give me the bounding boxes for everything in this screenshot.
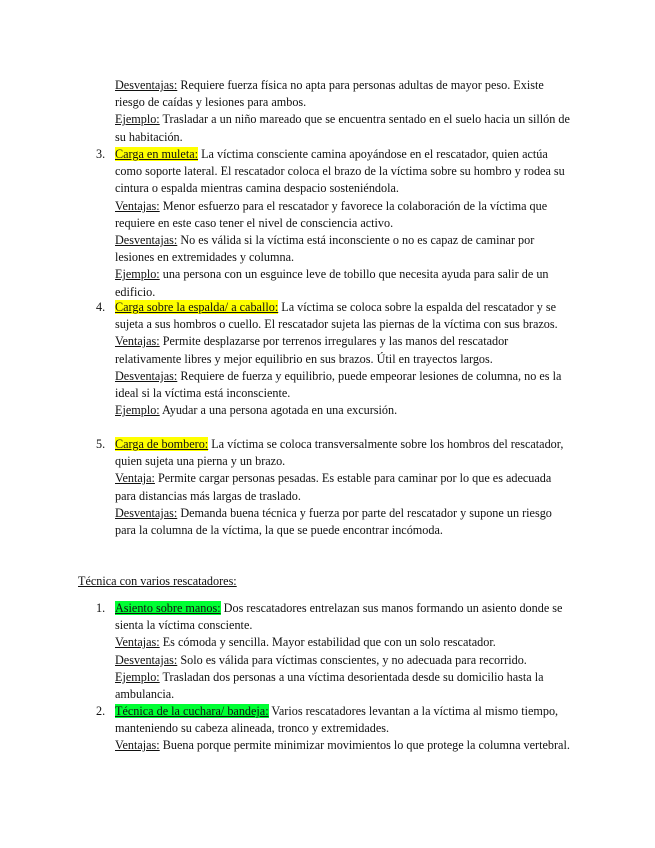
field-text: Requiere fuerza física no apta para personas adultas de mayor peso. Existe riesgo de caídas y lesiones para ambos.	[115, 78, 544, 110]
field-desventajas	[115, 505, 575, 539]
item-title: Carga de bombero:	[115, 437, 209, 451]
item-title: Asiento sobre manos:	[115, 601, 221, 615]
list-number: 4.	[96, 300, 106, 314]
field-text: Menor esfuerzo para el rescatador y favorece la colaboración de la víctima que requiere en este caso tener el nivel de consciencia activo.	[115, 198, 548, 230]
item-description	[115, 436, 575, 470]
field-text: Es cómoda y sencilla. Mayor estabilidad que con un solo rescatador.	[159, 635, 496, 650]
field-text: Demanda buena técnica y fuerza por parte del rescatador y supone un riesgo para la columna de la víctima, la que se puede encontrar incómoda.	[115, 505, 552, 538]
field-label: Desventajas:	[115, 78, 178, 92]
field-text: Ayudar a una persona agotada en una excursión.	[159, 403, 398, 418]
field-label: Desventajas:	[115, 652, 178, 667]
field-label: Ventajas:	[115, 198, 160, 213]
list-item-cuchara-bandeja	[96, 703, 575, 755]
field-label: Desventajas:	[115, 368, 178, 383]
item-desc-text: Dos rescatadores entrelazan sus manos formando un asiento donde se sienta la víctima consciente.	[115, 601, 563, 633]
item-desc-text: Varios rescatadores levantan a la víctima al mismo tiempo, manteniendo su cabeza alineada, tronco y extremidades.	[115, 704, 559, 736]
field-ventajas	[115, 198, 575, 232]
list-number: 5.	[96, 437, 106, 451]
field-text: Trasladan dos personas a una víctima desorientada desde su domicilio hasta la ambulancia.	[115, 669, 544, 702]
field-label: Ejemplo:	[115, 112, 160, 127]
item-desc-text: La víctima consciente camina apoyándose en el rescatador, quien actúa como soporte lateral. El rescatador coloca el brazo de la víctima sobre su hombro y rodea su cintura o espalda mientras camina despacio sosteniéndola.	[115, 147, 565, 196]
field-text: Solo es válida para víctimas conscientes, y no adecuada para recorrido.	[177, 652, 527, 667]
field-ventajas	[115, 737, 575, 754]
item-title: Carga sobre la espalda/ a caballo:	[115, 300, 279, 314]
field-ventaja	[115, 470, 575, 504]
list-item-carga-bombero	[96, 436, 575, 539]
field-label: Ventaja:	[115, 471, 155, 486]
item-desc-text: La víctima se coloca transversalmente sobre los hombros del rescatador, quien sujeta una pierna y un brazo.	[115, 437, 564, 469]
list-number: 2.	[96, 704, 106, 718]
list-item-carga-en-muleta	[96, 146, 575, 301]
item-description	[115, 146, 575, 198]
field-desventajas	[115, 368, 575, 402]
field-desventajas	[115, 232, 575, 266]
list-number: 1.	[96, 601, 106, 615]
field-text: Trasladar a un niño mareado que se encuentra sentado en el suelo hacia un sillón de su habitación.	[115, 112, 570, 144]
field-label: Desventajas:	[115, 233, 178, 248]
field-label: Ejemplo:	[115, 267, 160, 282]
field-ventajas	[115, 634, 575, 651]
field-label: Ventajas:	[115, 635, 160, 650]
list-item-asiento-manos	[96, 600, 575, 703]
field-label: Ejemplo:	[115, 669, 160, 684]
section-title: Técnica con varios rescatadores:	[78, 574, 237, 588]
list-item-carga-espalda	[96, 299, 575, 419]
list-number: 3.	[96, 147, 106, 161]
item-description	[115, 600, 575, 634]
field-text: Permite cargar personas pesadas. Es estable para caminar por lo que es adecuada para distancias más largas de traslado.	[115, 471, 552, 503]
field-ejemplo	[115, 669, 575, 703]
field-desventajas	[115, 652, 575, 669]
field-text: Buena porque permite minimizar movimientos lo que protege la columna vertebral.	[159, 738, 570, 753]
field-label: Desventajas:	[115, 505, 178, 520]
field-ejemplo	[115, 266, 575, 300]
item-title: Técnica de la cuchara/ bandeja:	[115, 704, 269, 718]
field-label: Ventajas:	[115, 334, 160, 349]
field-label: Ventajas:	[115, 738, 160, 753]
item-description	[115, 703, 575, 737]
field-text: Requiere de fuerza y equilibrio, puede empeorar lesiones de columna, no es la ideal si la víctima está inconsciente.	[115, 368, 562, 401]
field-text: una persona con un esguince leve de tobillo que necesita ayuda para salir de un edificio.	[115, 267, 549, 299]
field-ejemplo	[115, 111, 575, 145]
field-text: Permite desplazarse por terrenos irregulares y las manos del rescatador relativamente libres y mejor equilibrio en sus brazos. Útil en trayectos largos.	[115, 334, 509, 366]
field-label: Ejemplo:	[115, 403, 160, 418]
intro-fields	[115, 77, 575, 146]
field-text: No es válida si la víctima está inconsciente o no es capaz de caminar por lesiones en extremidades y columna.	[115, 233, 535, 265]
item-description	[115, 299, 575, 333]
item-desc-text: La víctima se coloca sobre la espalda del rescatador y se sujeta a sus hombros o cuello. El rescatador sujeta las piernas de la víctima con sus brazos.	[115, 300, 558, 332]
item-title: Carga en muleta:	[115, 147, 199, 161]
field-desventajas	[115, 77, 575, 111]
field-ventajas	[115, 333, 575, 367]
field-ejemplo	[115, 402, 575, 419]
